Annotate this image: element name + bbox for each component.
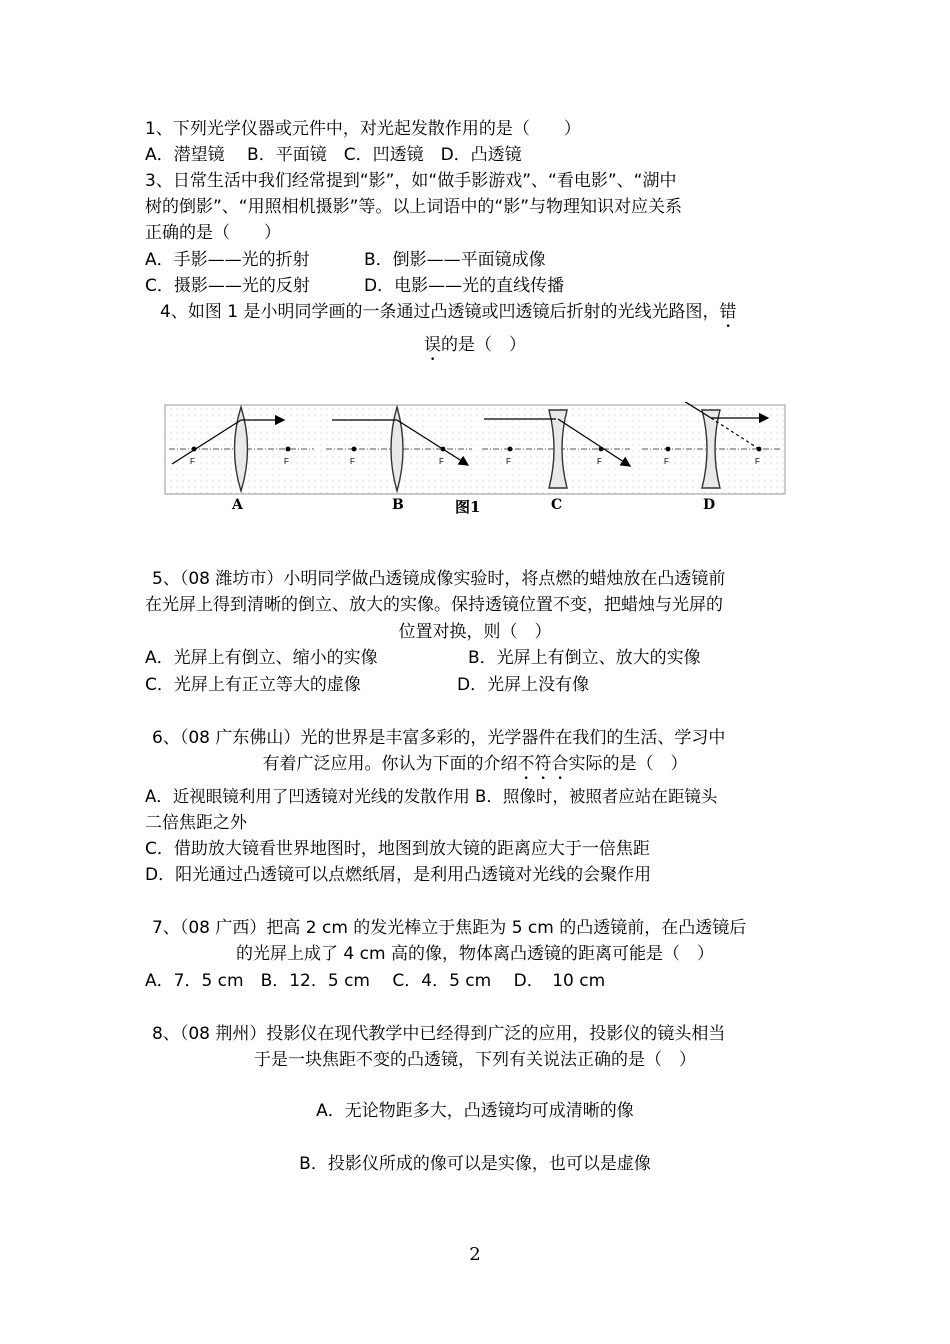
q6-option-d: D．阳光通过凸透镜可以点燃纸屑，是利用凸透镜对光线的会聚作用 — [145, 865, 652, 885]
q3-stem-line3: 正确的是（ ） — [145, 223, 281, 243]
q1-options: A．潜望镜 B．平面镜 C．凹透镜 D．凸透镜 — [145, 145, 522, 165]
focus-label-b2: F — [439, 457, 444, 466]
focus-label-a2: F — [284, 457, 289, 466]
focus-label-d2: F — [755, 457, 760, 466]
q8-option-b: B．投影仪所成的像可以是实像，也可以是虚像 — [299, 1154, 651, 1174]
q3-stem-line1: 3、日常生活中我们经常提到“影”，如“做手影游戏”、“看电影”、“湖中 — [145, 171, 677, 191]
q6-stem-line2 — [0, 752, 950, 784]
figure-label-a: A — [232, 497, 243, 513]
q3-stem-line2: 树的倒影”、“用照相机摄影”等。以上词语中的“影”与物理知识对应关系 — [145, 197, 683, 217]
q6-option-ab-line1: A．近视眼镜利用了凹透镜对光线的发散作用 B．照像时，被照者应站在距镜头 — [145, 787, 718, 806]
q5-stem-line1: 5、（08 潍坊市）小明同学做凸透镜成像实验时，将点燃的蜡烛放在凸透镜前 — [152, 569, 726, 589]
focus-label-d1: F — [664, 457, 669, 466]
q3-option-b: B．倒影——平面镜成像 — [364, 250, 546, 270]
q8-stem-line2: 于是一块焦距不变的凸透镜，下列有关说法正确的是（ ） — [254, 1050, 696, 1070]
page-number: 2 — [469, 1244, 481, 1265]
q4-stem-line1 — [160, 300, 736, 332]
q4-emphasis-wu: 误 — [424, 335, 441, 355]
q4-stem-text: 4、如图 1 是小明同学画的一条通过凸透镜或凹透镜后折射的光线光路图， — [160, 302, 720, 322]
q8-option-a: A．无论物距多大，凸透镜均可成清晰的像 — [316, 1101, 634, 1121]
focus-label-a1: F — [190, 457, 195, 466]
figure-label-c: C — [551, 497, 563, 513]
q6-option-c: C．借助放大镜看世界地图时，地图到放大镜的距离应大于一倍焦距 — [145, 839, 650, 859]
q6-stem-line1: 6、（08 广东佛山）光的世界是丰富多彩的，光学器件在我们的生活、学习中 — [152, 728, 726, 748]
q4-emphasis-cuo: 错 — [719, 302, 737, 322]
q5-option-a: A．光屏上有倒立、缩小的实像 — [145, 648, 378, 668]
q3-option-c: C．摄影——光的反射 — [145, 276, 310, 296]
q6-emphasis-bufuhe: 不符合 — [517, 754, 569, 774]
q3-option-a: A．手影——光的折射 — [145, 250, 310, 270]
q5-option-b: B．光屏上有倒立、放大的实像 — [468, 648, 701, 668]
focus-label-c1: F — [506, 457, 511, 466]
figure-title: 图1 — [455, 498, 481, 516]
q7-stem-line2: 的光屏上成了 4 cm 高的像，物体离凸透镜的距离可能是（ ） — [236, 944, 714, 964]
q5-option-c: C．光屏上有正立等大的虚像 — [145, 675, 361, 695]
focus-label-b1: F — [350, 457, 355, 466]
q4-stem-tail: 的是（ ） — [441, 335, 526, 355]
figure-label-d: D — [703, 497, 716, 513]
q6-stem-tail: 实际的是（ ） — [568, 754, 688, 774]
q4-stem-line2 — [0, 333, 950, 365]
figure-label-b: B — [392, 497, 404, 513]
q1-stem: 1、下列光学仪器或元件中，对光起发散作用的是（ ） — [145, 119, 581, 139]
q5-stem-line2: 在光屏上得到清晰的倒立、放大的实像。保持透镜位置不变，把蜡烛与光屏的 — [145, 595, 723, 615]
q6-stem-text: 有着广泛应用。你认为下面的介绍 — [262, 754, 518, 774]
q3-option-d: D．电影——光的直线传播 — [364, 276, 565, 296]
q8-stem-line1: 8、（08 荆州）投影仪在现代教学中已经得到广泛的应用，投影仪的镜头相当 — [152, 1024, 726, 1044]
q5-stem-line3: 位置对换，则（ ） — [398, 622, 552, 642]
q6-option-ab-line2: 二倍焦距之外 — [145, 813, 247, 833]
q7-stem-line1: 7、（08 广西）把高 2 cm 的发光棒立于焦距为 5 cm 的凸透镜前，在凸透镜后 — [152, 918, 747, 938]
focus-label-c2: F — [597, 457, 602, 466]
q5-option-d: D．光屏上没有像 — [457, 675, 590, 695]
q7-options: A．7．5 cm B．12．5 cm C．4．5 cm D． 10 cm — [145, 971, 606, 991]
